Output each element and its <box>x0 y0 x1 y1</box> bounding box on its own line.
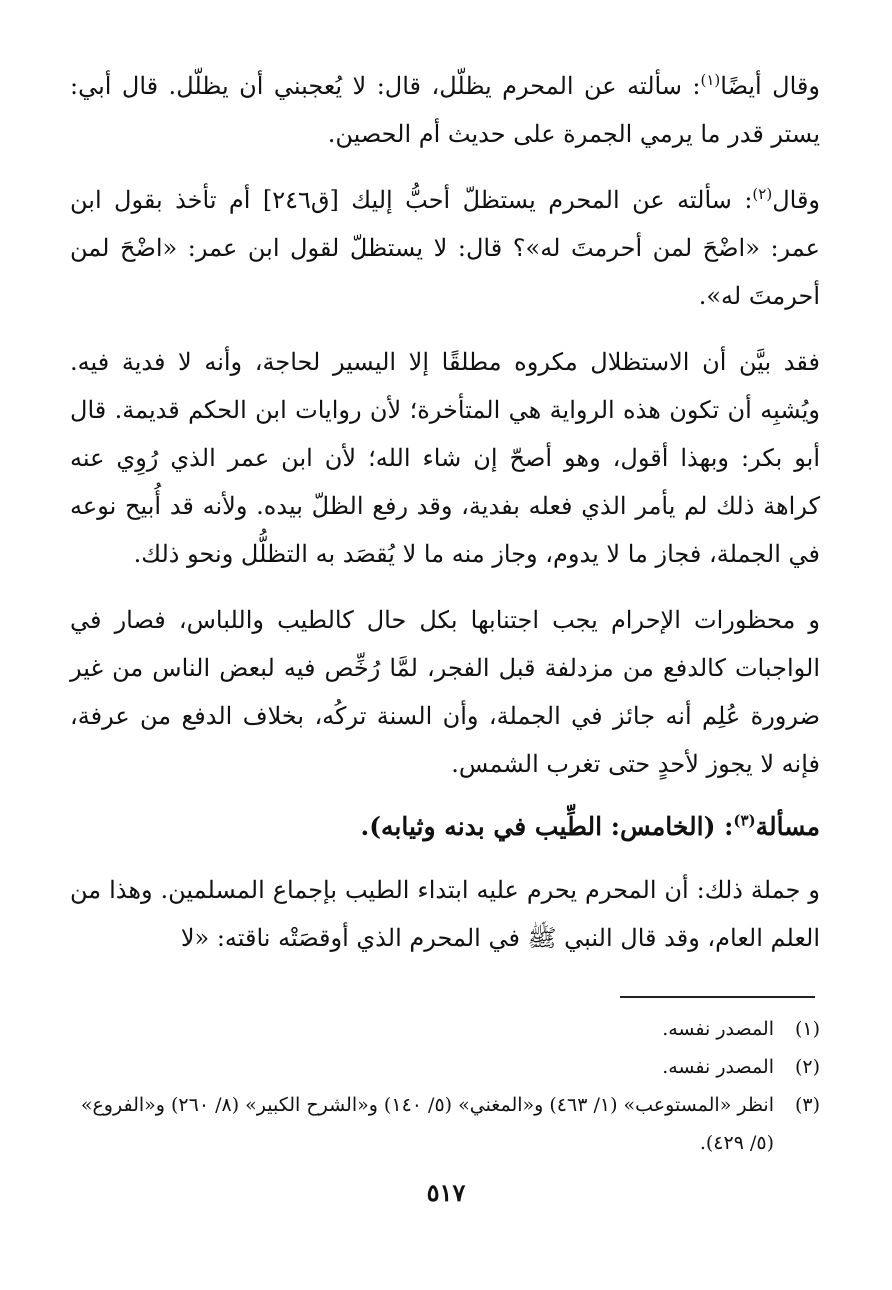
footnote-ref-3[interactable]: (٣) <box>733 811 756 830</box>
paragraph-1 <box>70 62 820 158</box>
main-text <box>70 62 820 976</box>
footnote-number: (٣) <box>794 1094 820 1116</box>
footnote-1 <box>70 1010 820 1048</box>
paragraph-2-body: : سألته عن المحرم يستظلّ أحبُّ إليك [ق٢٤٦] أم تأخذ بقول ابن عمر: «اضْحَ لمن أحرمتَ له»؟ قال: لا يستظلّ لقول ابن عمر: «اضْحَ لمن أحرمتَ له». <box>70 186 820 310</box>
section-heading-text: : (الخامس: الطِّيب في بدنه وثيابه). <box>360 812 734 841</box>
paragraph-2-lead: وقال <box>772 186 820 214</box>
paragraph-5: و جملة ذلك: أن المحرم يحرم عليه ابتداء الطيب بإجماع المسلمين. وهذا من العلم العام، وقد قال النبي ﷺ في المحرم الذي أوقصَتْه ناقته: «لا <box>70 876 820 952</box>
section-heading-label: مسألة <box>755 812 820 841</box>
footnote-text: المصدر نفسه. <box>662 1018 774 1040</box>
footnote-number: (١) <box>794 1018 820 1040</box>
footnotes <box>70 1010 820 1162</box>
paragraph-4: و محظورات الإحرام يجب اجتنابها بكل حال كالطيب واللباس، فصار في الواجبات كالدفع من مزدلفة قبل الفجر، لمَّا رُخِّص فيه لبعض الناس من غير ضرورة عُلِم أنه جائز في الجملة، وأن السنة تركُه، بخلاف الدفع من عرفة، فإنه لا يجوز لأحدٍ حتى تغرب الشمس. <box>70 606 820 778</box>
footnote-3 <box>70 1086 820 1162</box>
footnote-2 <box>70 1048 820 1086</box>
footnote-text: المصدر نفسه. <box>662 1056 774 1078</box>
page-number: ٥١٧ <box>426 1178 466 1207</box>
footnote-text: انظر «المستوعب» (١/ ٤٦٣) و«المغني» (٥/ ١٤٠) و«الشرح الكبير» (٨/ ٢٦٠) و«الفروع» (٥/ ٤٢٩). <box>80 1094 774 1154</box>
paragraph-2 <box>70 176 820 320</box>
footnote-divider <box>620 996 815 998</box>
section-heading <box>70 802 820 852</box>
footnote-ref-2[interactable]: (٢) <box>752 185 773 203</box>
paragraph-3: فقد بيَّن أن الاستظلال مكروه مطلقًا إلا اليسير لحاجة، وأنه لا فدية فيه. ويُشبِه أن تكون هذه الرواية هي المتأخرة؛ لأن روايات ابن الحكم قديمة. قال أبو بكر: وبهذا أقول، وهو أصحّ إن شاء الله؛ لأن ابن عمر الذي رُوِي عنه كراهة ذلك لم يأمر الذي فعله بفدية، وقد رفع الظلّ بيده. ولأنه قد أُبيح نوعه في الجملة، فجاز ما لا يدوم، وجاز منه ما لا يُقصَد به التظلُّل ونحو ذلك. <box>70 348 820 568</box>
footnote-number: (٢) <box>794 1056 820 1078</box>
paragraph-1-body: : سألته عن المحرم يظلّل، قال: لا يُعجبني أن يظلّل. قال أبي: يستر قدر ما يرمي الجمرة على حديث أم الحصين. <box>70 72 820 148</box>
footnote-ref-1[interactable]: (١) <box>700 71 721 89</box>
paragraph-1-lead: وقال أيضًا <box>720 72 820 100</box>
